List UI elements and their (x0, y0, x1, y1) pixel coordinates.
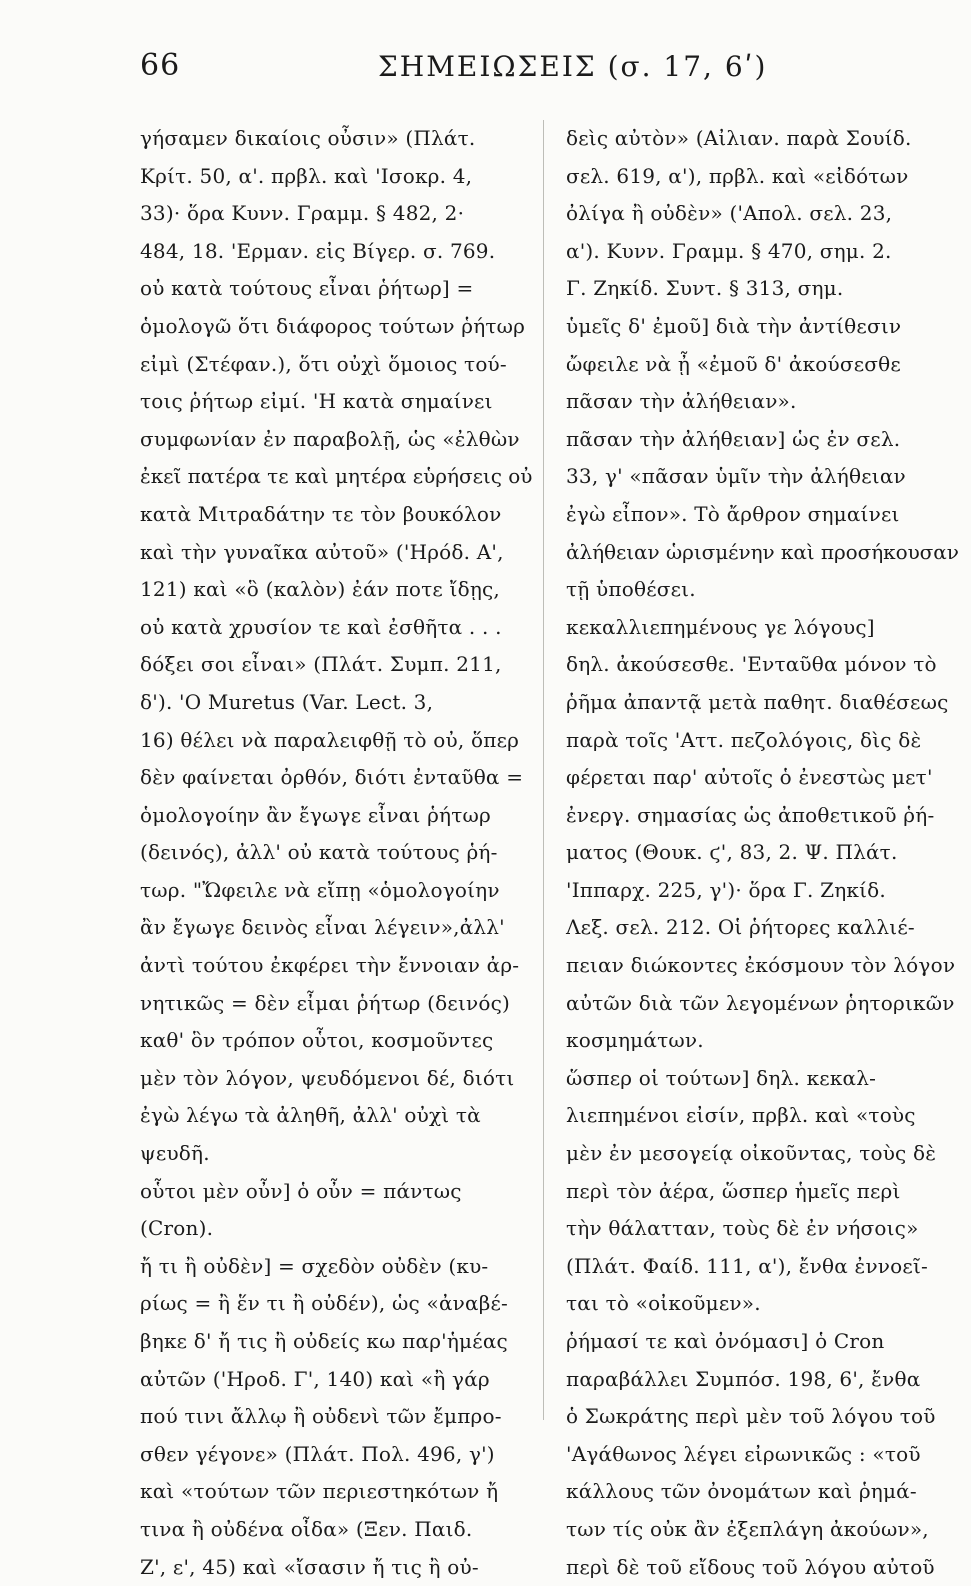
text-line: παραβάλλει Συμπόσ. 198, 6', ἔνθα (566, 1366, 921, 1391)
text-line: αὐτῶν ('Ηροδ. Γ', 140) καὶ «ἢ γάρ (140, 1366, 490, 1391)
text-line: πᾶσαν τὴν ἀλήθειαν] ὡς ἐν σελ. (566, 426, 901, 451)
text-line: Ζ', ε', 45) καὶ «ἴσασιν ἤ τις ἢ οὐ- (140, 1554, 479, 1579)
text-line: (Πλάτ. Φαίδ. 111, α'), ἔνθα ἐννοεῖ- (566, 1253, 928, 1278)
text-line: 121) καὶ «ὃ (καλὸν) ἐάν ποτε ἴδῃς, (140, 577, 500, 602)
text-line: ὑμεῖς δ' ἐμοῦ] διὰ τὴν ἀντίθεσιν (566, 313, 902, 338)
text-line: ἐκεῖ πατέρα τε καὶ μητέρα εὑρήσεις οὐ (140, 464, 533, 489)
text-line: τῇ ὑποθέσει. (566, 577, 696, 602)
text-line: ὀλίγα ἢ οὐδὲν» ('Απολ. σελ. 23, (566, 201, 893, 226)
text-line: καὶ τὴν γυναῖκα αὐτοῦ» ('Ηρόδ. Α', (140, 539, 504, 564)
text-line: 33, γ' «πᾶσαν ὑμῖν τὴν ἀλήθειαν (566, 464, 906, 489)
text-line: 484, 18. 'Ερμαν. εἰς Βίγερ. σ. 769. (140, 238, 496, 263)
text-line: φέρεται παρ' αὐτοῖς ὁ ἐνεστὼς μετ' (566, 765, 933, 790)
text-line: ἐγὼ εἶπον». Τὸ ἄρθρον σημαίνει (566, 501, 900, 526)
text-line: τωρ. "Ὤφειλε νὰ εἴπῃ «ὁμολογοίην (140, 877, 500, 902)
column-divider (543, 120, 544, 1420)
text-line: 'Αγάθωνος λέγει εἰρωνικῶς : «τοῦ (566, 1441, 921, 1466)
text-line: βηκε δ' ἤ τις ἢ οὐδείς κω παρ'ἡμέας (140, 1329, 508, 1353)
text-line: ὤφειλε νὰ ᾖ «ἐμοῦ δ' ἀκούσεσθε (566, 351, 901, 376)
text-line: κάλλους τῶν ὀνομάτων καὶ ῥημά- (566, 1479, 917, 1504)
text-line: συμφωνίαν ἐν παραβολῇ, ὡς «ἐλθὼν (140, 426, 520, 451)
right-column (566, 120, 966, 1579)
text-line: κοσμημάτων. (566, 1028, 704, 1053)
text-line: λιεπημένοι εἰσίν, πρβλ. καὶ «τοὺς (566, 1103, 916, 1128)
text-line: ἐγὼ λέγω τὰ ἀληθῆ, ἀλλ' οὐχὶ τὰ (140, 1103, 481, 1128)
text-line: μὲν τὸν λόγον, ψευδόμενοι δέ, διότι (140, 1065, 515, 1090)
text-line: δεὶς αὐτὸν» (Αἰλιαν. παρὰ Σουίδ. (566, 126, 912, 150)
text-line: κεκαλλιεπημένους γε λόγους] (566, 614, 875, 639)
page-number: 66 (140, 48, 181, 83)
text-line: γήσαμεν δικαίοις οὖσιν» (Πλάτ. (140, 126, 476, 150)
text-line: παρὰ τοῖς 'Αττ. πεζολόγοις, δὶς δὲ (566, 727, 922, 752)
text-line: πειαν διώκοντες ἐκόσμουν τὸν λόγον (566, 953, 956, 978)
text-line: ἀντὶ τούτου ἐκφέρει τὴν ἔννοιαν ἀρ- (140, 953, 520, 978)
running-title: ΣΗΜΕΙΩΣΕΙΣ (σ. 17, 6ʹ) (378, 50, 768, 83)
text-line: νητικῶς = δὲν εἶμαι ῥήτωρ (δεινός) (140, 990, 511, 1015)
page-header (0, 48, 971, 98)
text-line: ὁ Σωκράτης περὶ μὲν τοῦ λόγου τοῦ (566, 1404, 936, 1429)
text-line: Κρίτ. 50, α'. πρβλ. καὶ 'Ισοκρ. 4, (140, 163, 473, 188)
text-line: ἀλήθειαν ὡρισμένην καὶ προσήκουσαν (566, 539, 959, 564)
text-line: ὁμολογῶ ὅτι διάφορος τούτων ῥήτωρ (140, 313, 526, 338)
text-line: κατὰ Μιτραδάτην τε τὸν βουκόλον (140, 501, 502, 526)
text-line: 'Ιππαρχ. 225, γ')· ὅρα Γ. Ζηκίδ. (566, 877, 886, 902)
text-line: περὶ τὸν ἀέρα, ὥσπερ ἡμεῖς περὶ (566, 1178, 901, 1203)
text-line: εἰμὶ (Στέφαν.), ὅτι οὐχὶ ὅμοιος τού- (140, 351, 507, 376)
text-line: οὗτοι μὲν οὖν] ὁ οὖν = πάντως (140, 1178, 462, 1203)
text-line: 16) θέλει νὰ παραλειφθῇ τὸ οὐ, ὅπερ (140, 727, 520, 752)
text-line: οὐ κατὰ χρυσίον τε καὶ ἐσθῆτα . . . (140, 614, 502, 639)
text-line: δόξει σοι εἶναι» (Πλάτ. Συμπ. 211, (140, 652, 502, 677)
text-line: σθεν γέγονε» (Πλάτ. Πολ. 496, γ') (140, 1441, 495, 1466)
text-line: (Cron). (140, 1216, 214, 1241)
text-line: ῥῆμα ἀπαντᾷ μετὰ παθητ. διαθέσεως (566, 689, 949, 714)
text-line: Γ. Ζηκίδ. Συντ. § 313, σημ. (566, 276, 844, 301)
left-column (140, 120, 540, 1579)
text-line: ἤ τι ἢ οὐδὲν] = σχεδὸν οὐδὲν (κυ- (140, 1253, 489, 1278)
text-line: α'). Κυνν. Γραμμ. § 470, σημ. 2. (566, 238, 892, 263)
text-line: ὥσπερ οἱ τούτων] δηλ. κεκαλ- (566, 1065, 877, 1090)
text-line: τὴν θάλατταν, τοὺς δὲ ἐν νήσοις» (566, 1216, 919, 1241)
text-line: των τίς οὐκ ἂν ἐξεπλάγη ἀκούων», (566, 1516, 929, 1541)
text-line: πού τινι ἄλλῳ ἢ οὐδενὶ τῶν ἔμπρο- (140, 1404, 502, 1429)
text-line: δηλ. ἀκούσεσθε. 'Ενταῦθα μόνον τὸ (566, 652, 937, 677)
text-line: ὁμολογοίην ἂν ἔγωγε εἶναι ῥήτωρ (140, 802, 491, 827)
text-line: αὐτῶν διὰ τῶν λεγομένων ῥητορικῶν (566, 990, 955, 1015)
text-line: Λεξ. σελ. 212. Οἱ ῥήτορες καλλιέ- (566, 915, 915, 940)
text-line: ψευδῆ. (140, 1141, 210, 1166)
text-line: 33)· ὅρα Κυνν. Γραμμ. § 482, 2· (140, 201, 465, 226)
text-line: ματος (Θουκ. ϛ', 83, 2. Ψ. Πλάτ. (566, 840, 898, 865)
text-line: καθ' ὃν τρόπον οὗτοι, κοσμοῦντες (140, 1028, 494, 1053)
text-line: σελ. 619, α'), πρβλ. καὶ «εἰδότων (566, 163, 909, 188)
text-line: ρίως = ἢ ἕν τι ἢ οὐδέν), ὡς «ἀναβέ- (140, 1291, 509, 1316)
text-line: ἐνεργ. σημασίας ὡς ἀποθετικοῦ ῥή- (566, 802, 935, 827)
text-line: πᾶσαν τὴν ἀλήθειαν». (566, 389, 797, 414)
text-line: δὲν φαίνεται ὀρθόν, διότι ἐνταῦθα = (140, 765, 524, 790)
text-line: δ'). 'Ο Muretus (Var. Lect. 3, (140, 689, 434, 714)
text-line: τινα ἢ οὐδένα οἶδα» (Ξεν. Παιδ. (140, 1516, 473, 1541)
text-line: ται τὸ «οἰκοῦμεν». (566, 1291, 761, 1316)
text-line: ἂν ἔγωγε δεινὸς εἶναι λέγειν»,ἀλλ' (140, 915, 505, 940)
text-line: μὲν ἐν μεσογείᾳ οἰκοῦντας, τοὺς δὲ (566, 1141, 937, 1166)
text-line: περὶ δὲ τοῦ εἴδους τοῦ λόγου αὐτοῦ (566, 1554, 935, 1579)
text-line: ῥήμασί τε καὶ ὀνόμασι] ὁ Cron (566, 1329, 885, 1353)
text-line: τοις ῥήτωρ εἰμί. 'Η κατὰ σημαίνει (140, 389, 493, 414)
text-line: (δεινός), ἀλλ' οὐ κατὰ τούτους ῥή- (140, 840, 498, 865)
text-line: οὐ κατὰ τούτους εἶναι ῥήτωρ] = (140, 276, 474, 301)
text-line: καὶ «τούτων τῶν περιεστηκότων ἤ (140, 1479, 499, 1504)
